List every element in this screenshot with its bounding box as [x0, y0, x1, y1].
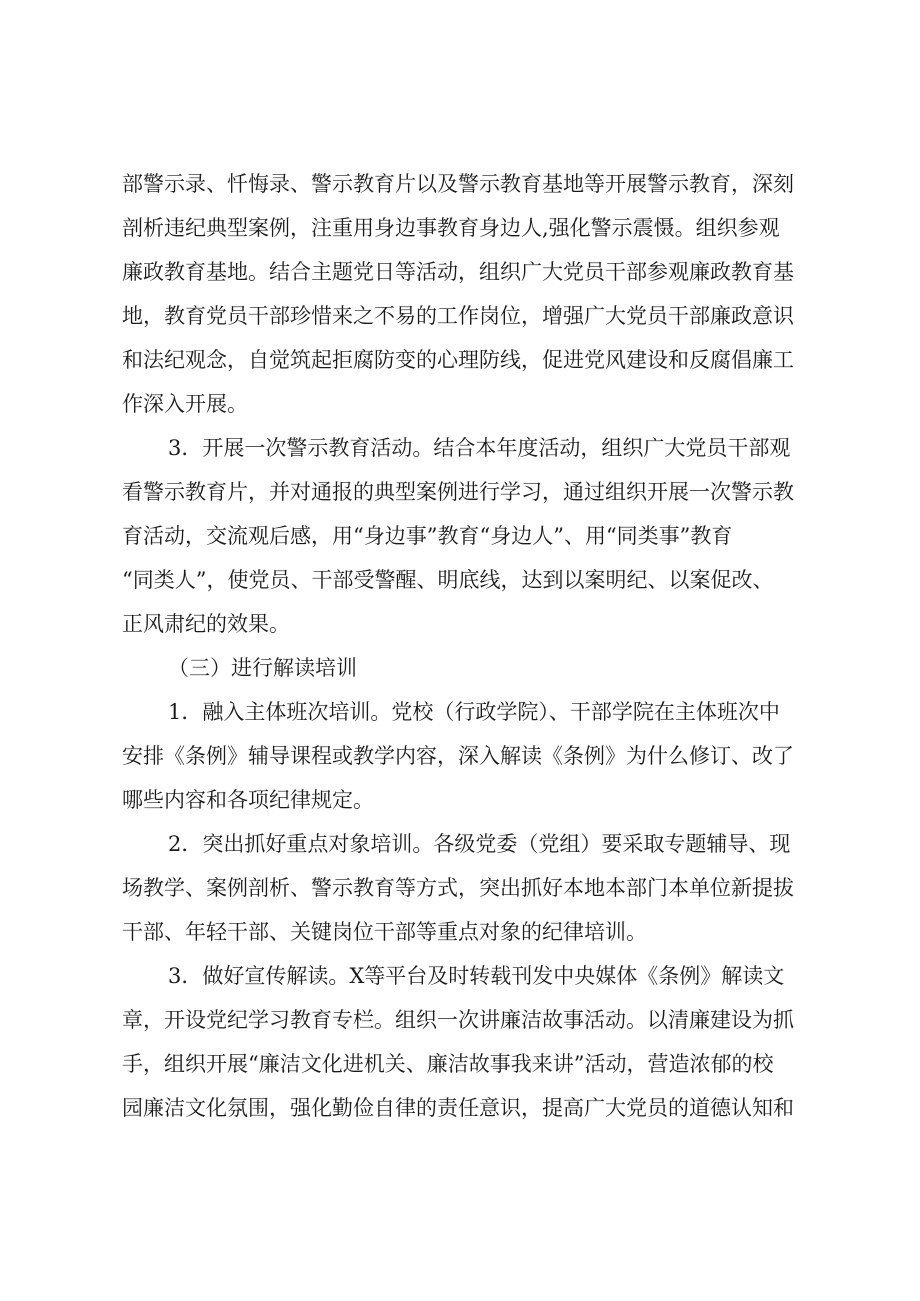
text-line-15: 哪些内容和各项纪律规定。	[122, 788, 374, 812]
text-line-4: 地，教育党员干部珍惜来之不易的工作岗位，增强广大党员干部廉政意识	[122, 304, 794, 328]
section-heading: （三）进行解读培训	[168, 656, 357, 680]
text-line-3: 廉政教育基地。结合主题党日等活动，组织广大党员干部参观廉政教育基	[122, 260, 794, 284]
text-line-14: 安排《条例》辅导课程或教学内容，深入解读《条例》为什么修订、改了	[122, 744, 794, 768]
text-line-8: 看警示教育片，并对通报的典型案例进行学习，通过组织开展一次警示教	[122, 480, 794, 504]
text-line-10: “同类人”，使党员、干部受警醒、明底线，达到以案明纪、以案促改、	[122, 568, 774, 592]
text-line-11: 正风肃纪的效果。	[122, 612, 290, 636]
text-line-21: 手，组织开展“廉洁文化进机关、廉洁故事我来讲”活动，营造浓郁的校	[122, 1052, 774, 1076]
item-3-line-1: 3．做好宣传解读。X等平台及时转载刊发中央媒体《条例》解读文	[168, 964, 785, 988]
item-1-line-1: 1．融入主体班次培训。党校（行政学院）、干部学院在主体班次中	[168, 700, 780, 724]
text-line-2: 剖析违纪典型案例，注重用身边事教育身边人,强化警示震慑。组织参观	[122, 216, 780, 240]
item-2-line-1: 2．突出抓好重点对象培训。各级党委（党组）要采取专题辅导、现	[168, 832, 791, 856]
text-line-9: 育活动，交流观后感，用“身边事”教育“身边人”、用“同类事”教育	[122, 524, 733, 548]
text-line-5: 和法纪观念，自觉筑起拒腐防变的心理防线，促进党风建设和反腐倡廉工	[122, 348, 794, 372]
text-line-18: 干部、年轻干部、关键岗位干部等重点对象的纪律培训。	[122, 920, 647, 944]
text-line-1: 部警示录、忏悔录、警示教育片以及警示教育基地等开展警示教育，深刻	[122, 172, 794, 196]
text-line-6: 作深入开展。	[122, 392, 248, 416]
text-line-17: 场教学、案例剖析、警示教育等方式，突出抓好本地本部门本单位新提拔	[122, 876, 794, 900]
paragraph-3-line-1: 3．开展一次警示教育活动。结合本年度活动，组织广大党员干部观	[168, 436, 791, 460]
text-line-20: 章，开设党纪学习教育专栏。组织一次讲廉洁故事活动。以清廉建设为抓	[122, 1008, 794, 1032]
text-line-22: 园廉洁文化氛围，强化勤俭自律的责任意识，提高广大党员的道德认知和	[122, 1096, 794, 1120]
